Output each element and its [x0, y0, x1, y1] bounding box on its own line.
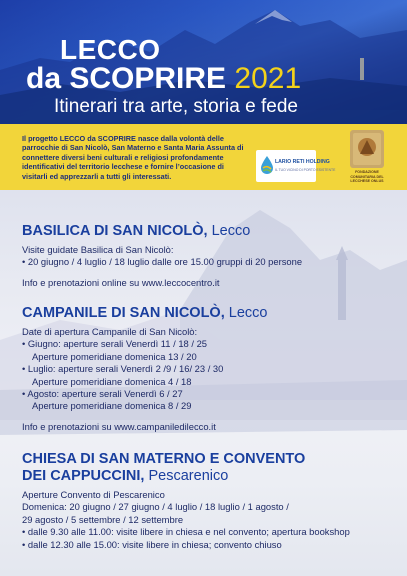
- section-line: Domenica: 20 giugno / 27 giugno / 4 luglio / 18 luglio / 1 agosto /: [22, 501, 289, 513]
- section-title-text: BASILICA DI SAN NICOLÒ,: [22, 223, 208, 239]
- hero-banner: [0, 0, 407, 124]
- section-location: Pescarenico: [148, 468, 229, 484]
- section-line: • dalle 12.30 alle 15.00: visite libere in chiesa; convento chiuso: [22, 538, 282, 550]
- section-line: Aperture pomeridiane domenica 8 / 29: [32, 400, 192, 412]
- section-san-materno: [22, 451, 397, 551]
- section-title: [22, 223, 392, 240]
- section-title: [22, 468, 397, 485]
- subtitle: Itinerari tra arte, storia e fede: [54, 96, 298, 117]
- section-line: Date di apertura Campanile di San Nicolò:: [22, 326, 198, 337]
- section-title: [22, 305, 392, 322]
- info-link[interactable]: Info e prenotazioni su www.campaniledilecco.it: [22, 420, 216, 432]
- section-title: CHIESA DI SAN MATERNO E CONVENTO: [22, 451, 306, 467]
- foundation-logo-name: FONDAZIONE COMUNITARIA DEL LECCHESE ONLUS: [350, 170, 384, 184]
- section-line: • 20 giugno / 4 luglio / 18 luglio dalle ore 15.00 gruppi di 20 persone: [22, 256, 303, 268]
- section-basilica: [22, 223, 392, 289]
- section-campanile: [22, 305, 392, 433]
- title-line1: LECCO: [60, 34, 161, 65]
- water-drop-icon: [260, 155, 274, 175]
- title-year: 2021: [234, 62, 302, 95]
- section-title-text: DEI CAPPUCCINI,: [22, 468, 145, 484]
- title-word: da SCOPRIRE: [26, 62, 227, 95]
- lario-logo-name: LARIO RETI HOLDING: [275, 159, 330, 165]
- lario-reti-logo: [256, 150, 336, 182]
- section-line: • Agosto: aperture serali Venerdì 6 / 27: [22, 388, 183, 400]
- section-line: 29 agosto / 5 settembre / 12 settembre: [22, 513, 184, 525]
- section-line: Aperture pomeridiane domenica 4 / 18: [32, 375, 192, 387]
- section-location: Lecco: [211, 223, 251, 239]
- title-line2: [26, 62, 301, 96]
- info-link[interactable]: Info e prenotazioni online su www.leccocentro.it: [22, 276, 220, 288]
- section-title-text: CAMPANILE DI SAN NICOLÒ,: [22, 305, 225, 321]
- section-line: • Luglio: aperture serali Venerdì 2 /9 / 16/ 23 / 30: [22, 363, 224, 375]
- intro-text: Il progetto LECCO da SCOPRIRE nasce dalla volontà delle parrocchie di San Nicolò, San Materno e Santa Maria Assunta di connettere diversi beni culturali e religiosi profondamente identificativi del territorio lecchese e fornire l’occasione di visitarli ed apprezzarli a tutti gli interessati.: [22, 134, 244, 181]
- section-location: Lecco: [228, 305, 268, 321]
- lario-logo-tagline: IL TUO VICINO DI PORTO ESISTENTE: [275, 168, 336, 172]
- foundation-emblem-icon: [350, 130, 384, 168]
- section-line: Aperture pomeridiane domenica 13 / 20: [32, 350, 197, 362]
- section-line: • dalle 9.30 alle 11.00: visite libere in chiesa e nel convento; apertura bookshop: [22, 526, 350, 538]
- foundation-logo: [350, 130, 384, 168]
- section-line: Aperture Convento di Pescarenico: [22, 489, 165, 500]
- section-line: Visite guidate Basilica di San Nicolò:: [22, 244, 174, 255]
- section-line: • Giugno: aperture serali Venerdì 11 / 18 / 25: [22, 338, 207, 350]
